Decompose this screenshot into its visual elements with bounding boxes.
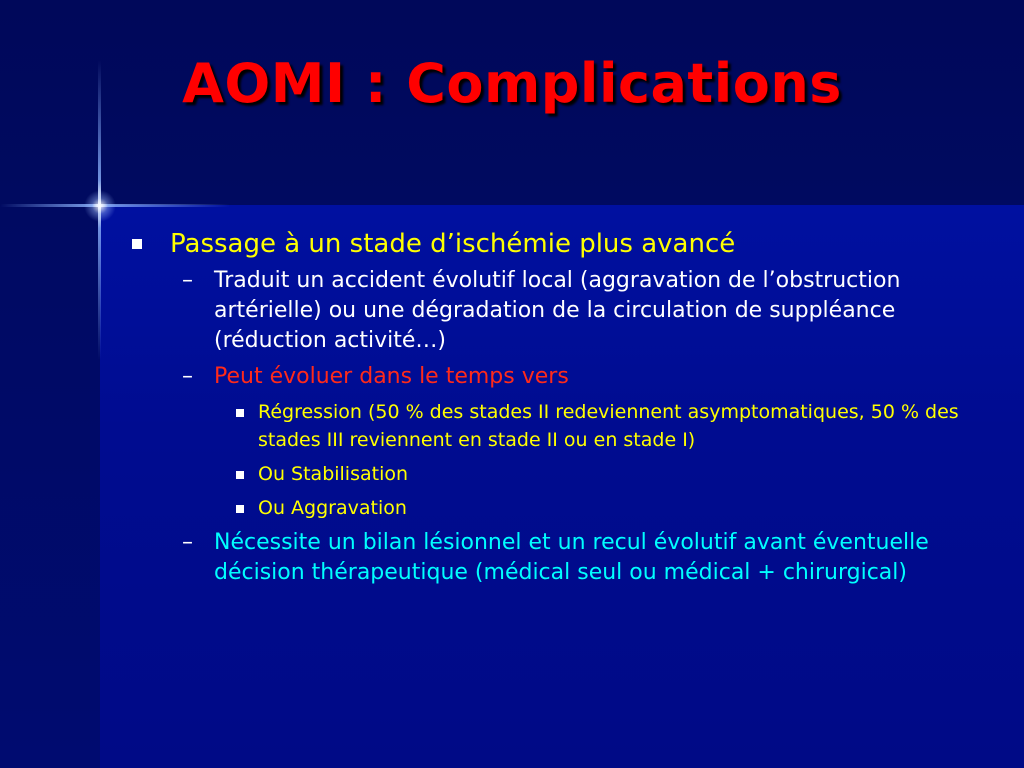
sub-sub-bullet-regression bbox=[128, 398, 968, 454]
sub-bullet-evolution bbox=[128, 362, 968, 392]
bullet-main bbox=[128, 228, 968, 260]
dash-bullet-icon: – bbox=[182, 364, 193, 389]
sub-bullet-bilan bbox=[128, 528, 968, 588]
slide-title: AOMI : Complications bbox=[182, 52, 842, 115]
sub-sub-bullet-aggravation bbox=[128, 494, 968, 522]
left-band bbox=[0, 205, 100, 768]
dash-bullet-icon: – bbox=[182, 268, 193, 293]
sub-bullet-bilan-text: Nécessite un bilan lésionnel et un recul évolutif avant éventuelle décision thérapeutique (médical seul ou médical + chirurgical) bbox=[214, 530, 929, 585]
slide-content bbox=[128, 228, 968, 594]
sub-sub-bullet-stabilisation bbox=[128, 460, 968, 488]
square-bullet-icon bbox=[132, 239, 142, 249]
sub-bullet-accident bbox=[128, 266, 968, 356]
square-bullet-icon bbox=[236, 409, 244, 417]
sub-sub-bullet-regression-text: Régression (50 % des stades II redeviennent asymptomatiques, 50 % des stades III reviennent en stade II ou en stade I) bbox=[258, 401, 959, 451]
bullet-main-text: Passage à un stade d’ischémie plus avancé bbox=[170, 229, 736, 259]
sub-bullet-accident-text: Traduit un accident évolutif local (aggravation de l’obstruction artérielle) ou une dégradation de la circulation de suppléance (réduction activité…) bbox=[214, 268, 901, 353]
sub-sub-bullet-stabilisation-text: Ou Stabilisation bbox=[258, 463, 409, 485]
dash-bullet-icon: – bbox=[182, 530, 193, 555]
light-flare-glow bbox=[84, 190, 116, 222]
square-bullet-icon bbox=[236, 505, 244, 513]
square-bullet-icon bbox=[236, 471, 244, 479]
sub-bullet-evolution-text: Peut évoluer dans le temps vers bbox=[214, 364, 569, 389]
sub-sub-bullet-aggravation-text: Ou Aggravation bbox=[258, 497, 407, 519]
